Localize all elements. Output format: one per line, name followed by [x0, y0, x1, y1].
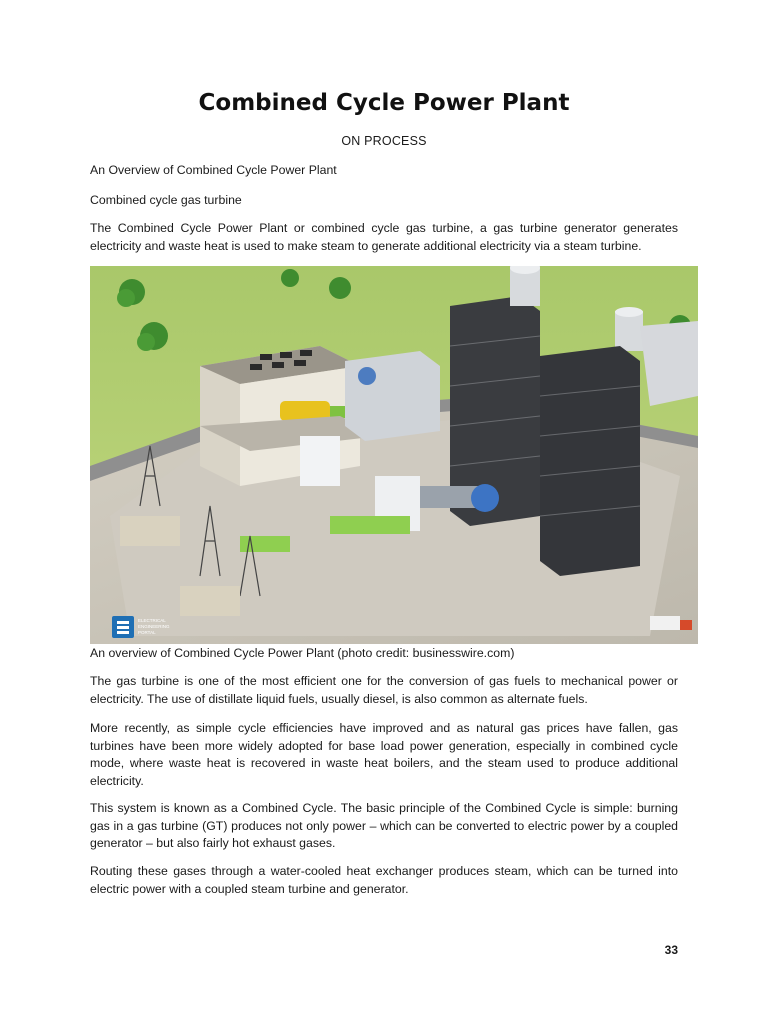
subheading: Combined cycle gas turbine	[90, 193, 242, 207]
page-title: Combined Cycle Power Plant	[198, 90, 570, 116]
svg-text:ENGINEERING: ENGINEERING	[138, 624, 170, 629]
svg-text:PORTAL: PORTAL	[138, 630, 156, 635]
page-number: 33	[664, 943, 678, 957]
svg-text:ELECTRICAL: ELECTRICAL	[138, 618, 166, 623]
intro-paragraph: The Combined Cycle Power Plant or combined cycle gas turbine, a gas turbine generator generates electricity and waste heat is used to make steam to generate additional electricity via a steam turbine.	[90, 221, 678, 253]
figure-caption: An overview of Combined Cycle Power Plant (photo credit: businesswire.com)	[90, 646, 515, 660]
section-heading: An Overview of Combined Cycle Power Plant	[90, 163, 337, 177]
paragraph-gas-turbine: The gas turbine is one of the most efficient one for the conversion of gas fuels to mechanical power or electricity. The use of distillate liquid fuels, usually diesel, is also common as alternate fuels.	[90, 674, 678, 706]
paragraph-routing: Routing these gases through a water-cooled heat exchanger produces steam, which can be turned into electric power with a coupled steam turbine and generator.	[90, 864, 678, 896]
paragraph-recent: More recently, as simple cycle efficiencies have improved and as natural gas prices have fallen, gas turbines have been more widely adopted for base load power generation, especially in combined cycle mode, where waste heat is recovered in waste heat boilers, and the steam used to produce additional electricity.	[90, 721, 678, 788]
plant-illustration	[90, 266, 698, 644]
subtitle: ON PROCESS	[341, 134, 427, 148]
paragraph-combined-cycle: This system is known as a Combined Cycle. The basic principle of the Combined Cycle is simple: burning gas in a gas turbine (GT) produces not only power – which can be converted to electric power by a coupled generator – but also fairly hot exhaust gases.	[90, 801, 678, 851]
